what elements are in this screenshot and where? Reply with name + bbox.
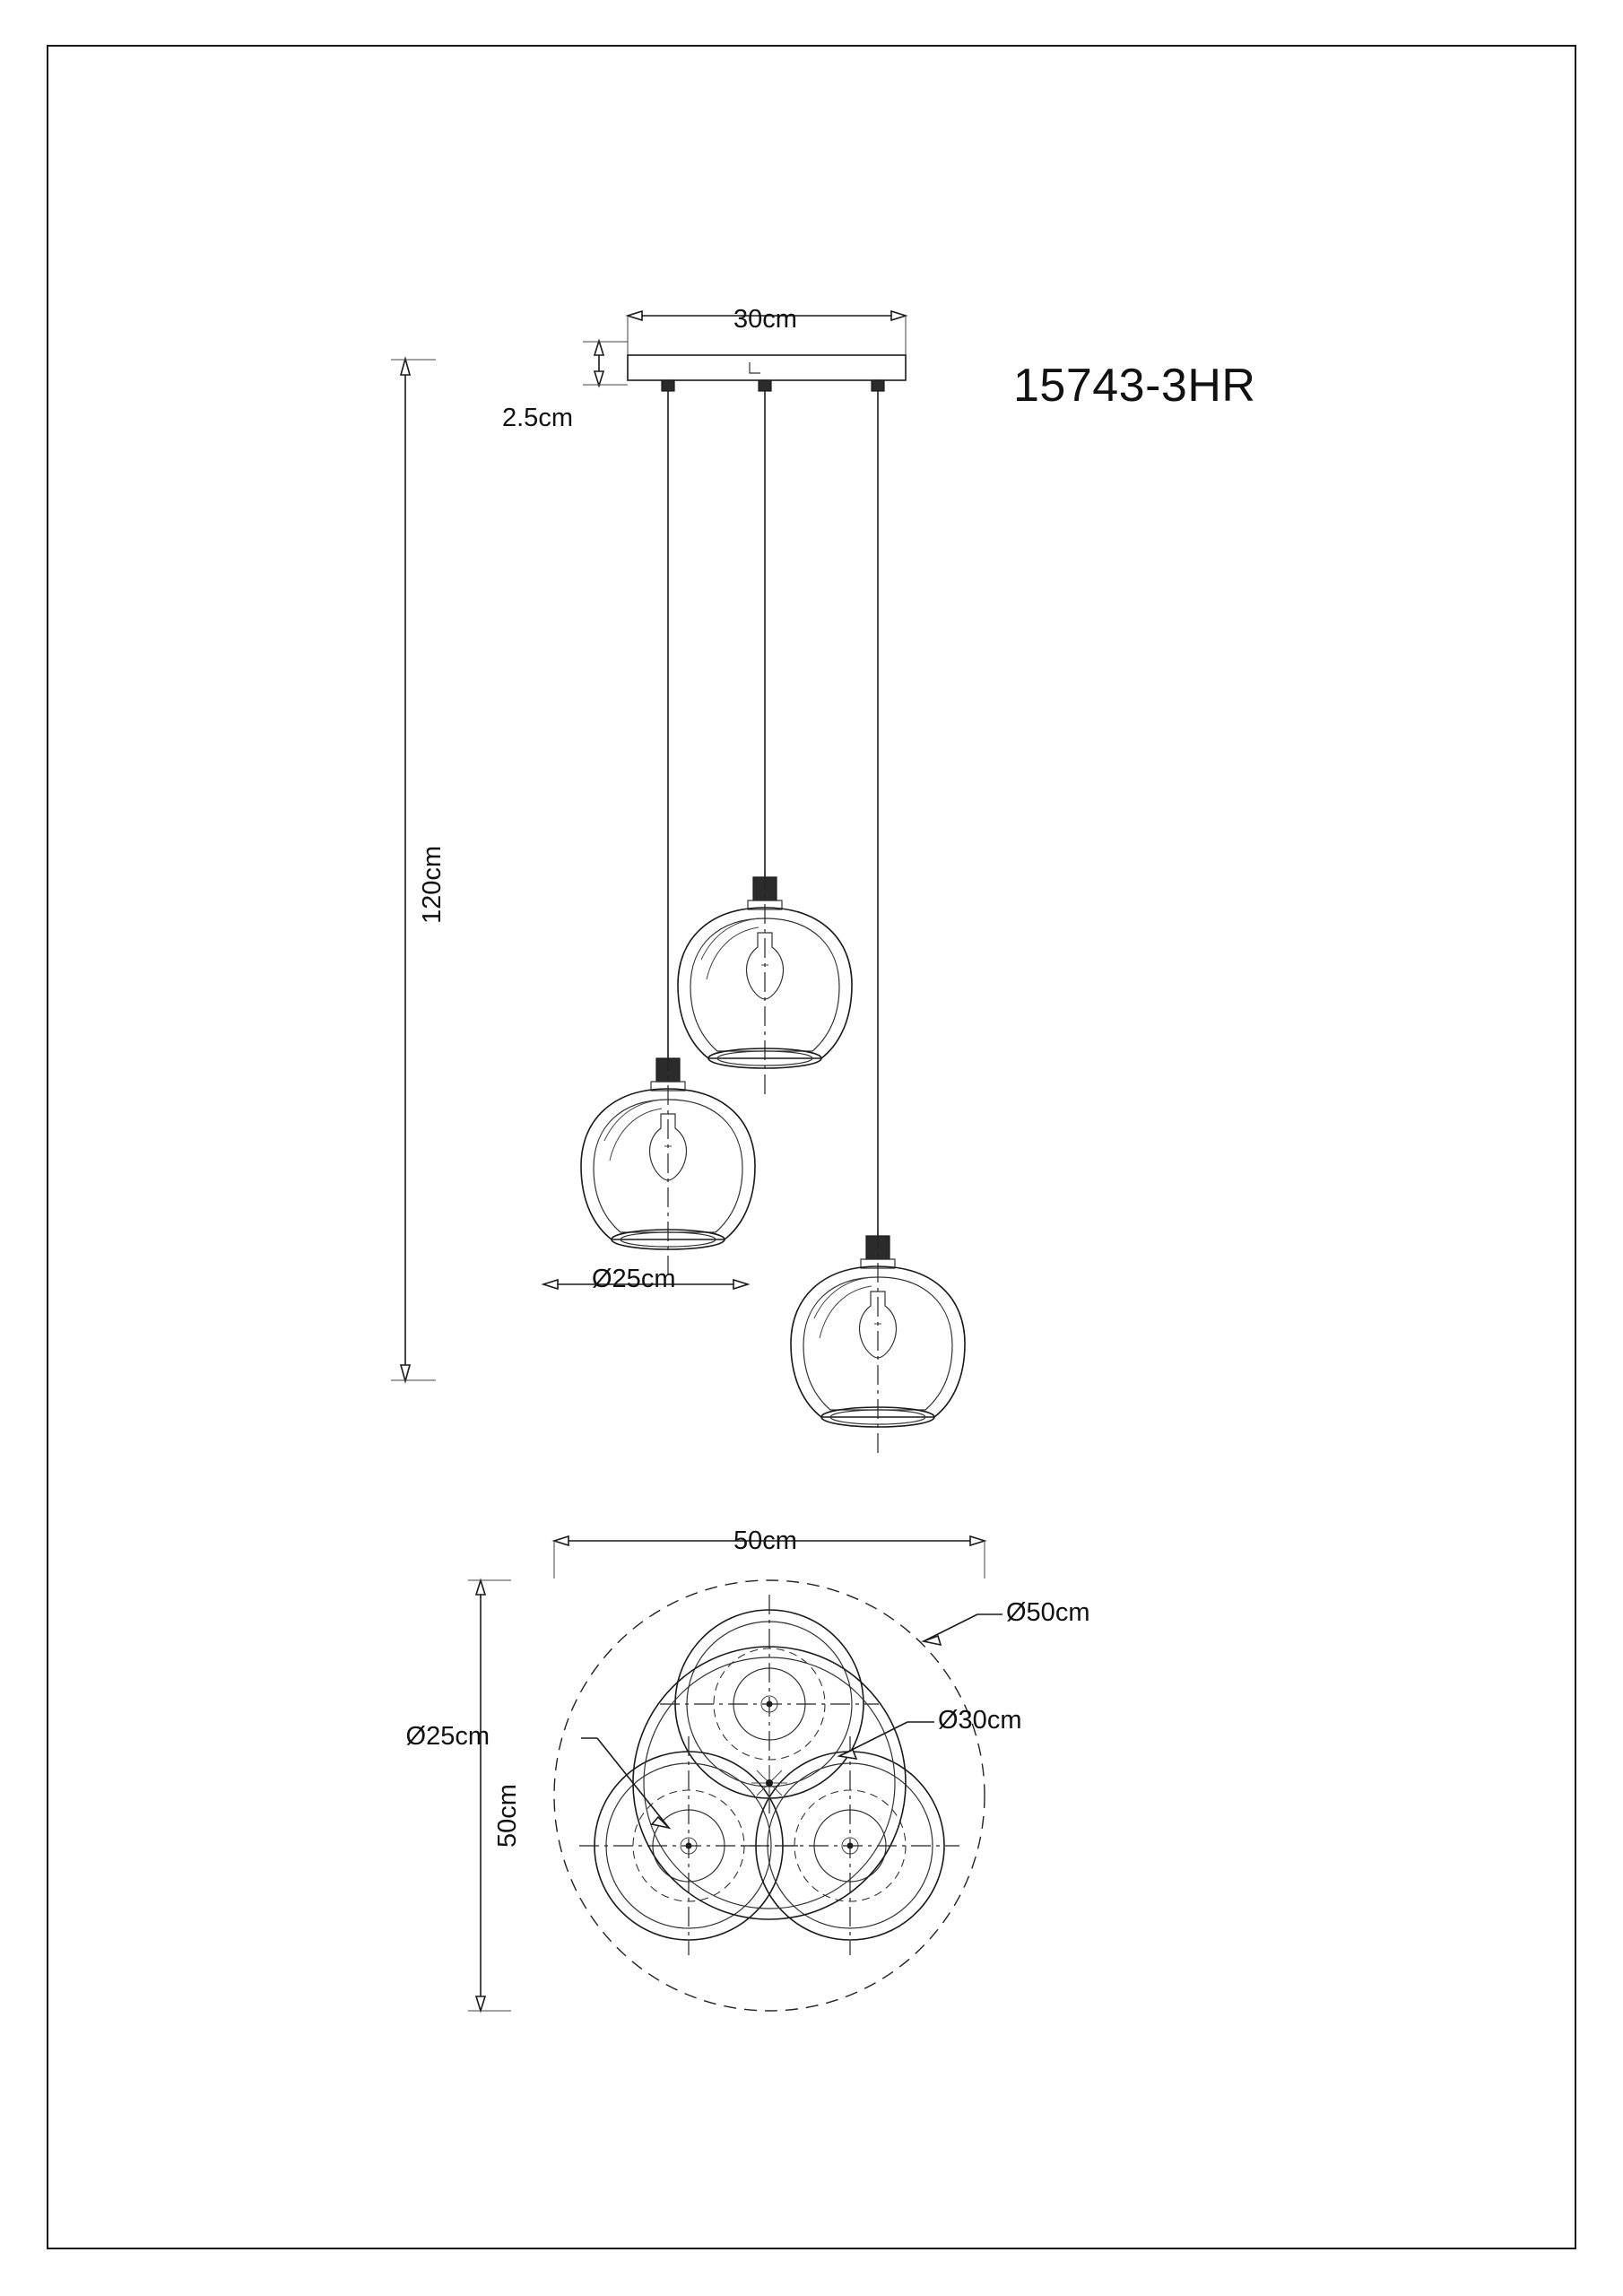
leader-canopy-circle bbox=[839, 1722, 934, 1759]
pendant-shade-left bbox=[581, 1051, 755, 1275]
model-number-label: 15743-3HR bbox=[1013, 360, 1256, 412]
canopy-plate bbox=[628, 355, 906, 391]
pendant-shade-lower bbox=[791, 1229, 965, 1453]
dim-canopy-height bbox=[583, 341, 628, 386]
dim-label-canopy-width: 30cm bbox=[733, 305, 797, 334]
dim-label-outer-circle: Ø50cm bbox=[1006, 1598, 1090, 1627]
dim-label-canopy-circle: Ø30cm bbox=[938, 1706, 1022, 1735]
leader-outer-circle bbox=[924, 1614, 1002, 1645]
dim-label-overall-drop: 120cm bbox=[418, 845, 447, 924]
center-mark bbox=[751, 1765, 787, 1801]
dim-label-spread-width: 50cm bbox=[733, 1526, 797, 1555]
top-view-shade-right bbox=[741, 1736, 959, 1955]
dim-label-shade-diameter: Ø25cm bbox=[592, 1265, 676, 1293]
pendant-shade-upper bbox=[678, 870, 852, 1094]
front-view-group bbox=[391, 311, 965, 1453]
leader-shade-circle bbox=[581, 1738, 669, 1828]
top-view-shade-left bbox=[579, 1736, 798, 1955]
dim-label-canopy-height: 2.5cm bbox=[502, 404, 573, 432]
dim-label-shade-circle: Ø25cm bbox=[405, 1722, 490, 1751]
dim-label-spread-height: 50cm bbox=[493, 1784, 522, 1848]
suspension-cables bbox=[668, 391, 878, 1236]
top-view-group bbox=[468, 1536, 1002, 2011]
